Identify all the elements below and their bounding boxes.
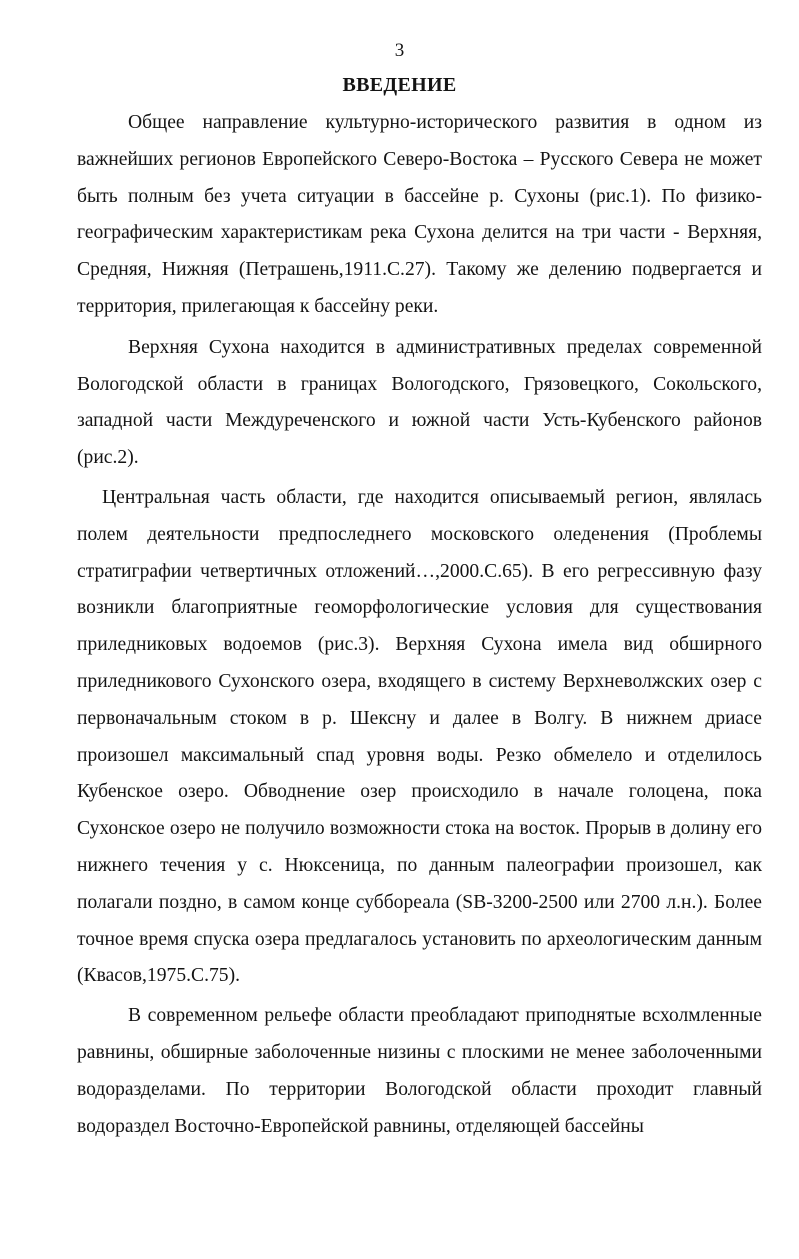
paragraph-2: Верхняя Сухона находится в административных пределах современной Вологодской области в границах Вологодского, Грязовецкого, Сокольского, западной части Междуреченского и южной части Усть-Кубенского районов (рис.2). xyxy=(77,336,762,469)
paragraph-4: В современном рельефе области преобладают приподнятые всхолмленные равнины, обширные заболоченные низины с плоскими не менее заболоченными водоразделами. По территории Вологодской области проходит главный водораздел Восточно-Европейской равнины, отделяющей бассейны xyxy=(77,1005,762,1137)
body-text xyxy=(77,105,762,1145)
paragraph-1: Общее направление культурно-исторического развития в одном из важнейших регионов Европейского Северо-Востока – Русского Севера не может быть полным без учета ситуации в бассейне р. Сухоны (рис.1). По физико-географическим характеристикам река Сухона делится на три части - Верхняя, Средняя, Нижняя (Петрашень,1911.С.27). Такому же делению подвергается и территория, прилегающая к бассейну реки. xyxy=(77,112,762,317)
paragraph-3: Центральная часть области, где находится описываемый регион, являлась полем деятельности предпоследнего московского оледенения (Проблемы стратиграфии четвертичных отложений…,2000.С.65). В его регрессивную фазу возникли благоприятные геоморфологические условия для существования приледниковых водоемов (рис.3). Верхняя Сухона имела вид обширного приледникового Сухонского озера, входящего в систему Верхневолжских озер с первоначальным стоком в р. Шексну и далее в Волгу. В нижнем дриасе произошел максимальный спад уровня воды. Резко обмелело и отделилось Кубенское озеро. Обводнение озер происходило в начале голоцена, пока Сухонское озеро не получило возможности стока на восток. Прорыв в долину его нижнего течения у с. Нюксеница, по данным палеографии произошел, как полагали поздно, в самом конце суббореала (SB-3200-2500 или 2700 л.н.). Более точное время спуска озера предлагалось установить по археологическим данным (Квасов,1975.С.75). xyxy=(77,486,762,987)
page-number: 3 xyxy=(394,40,405,61)
section-title: ВВЕДЕНИЕ xyxy=(342,74,457,96)
